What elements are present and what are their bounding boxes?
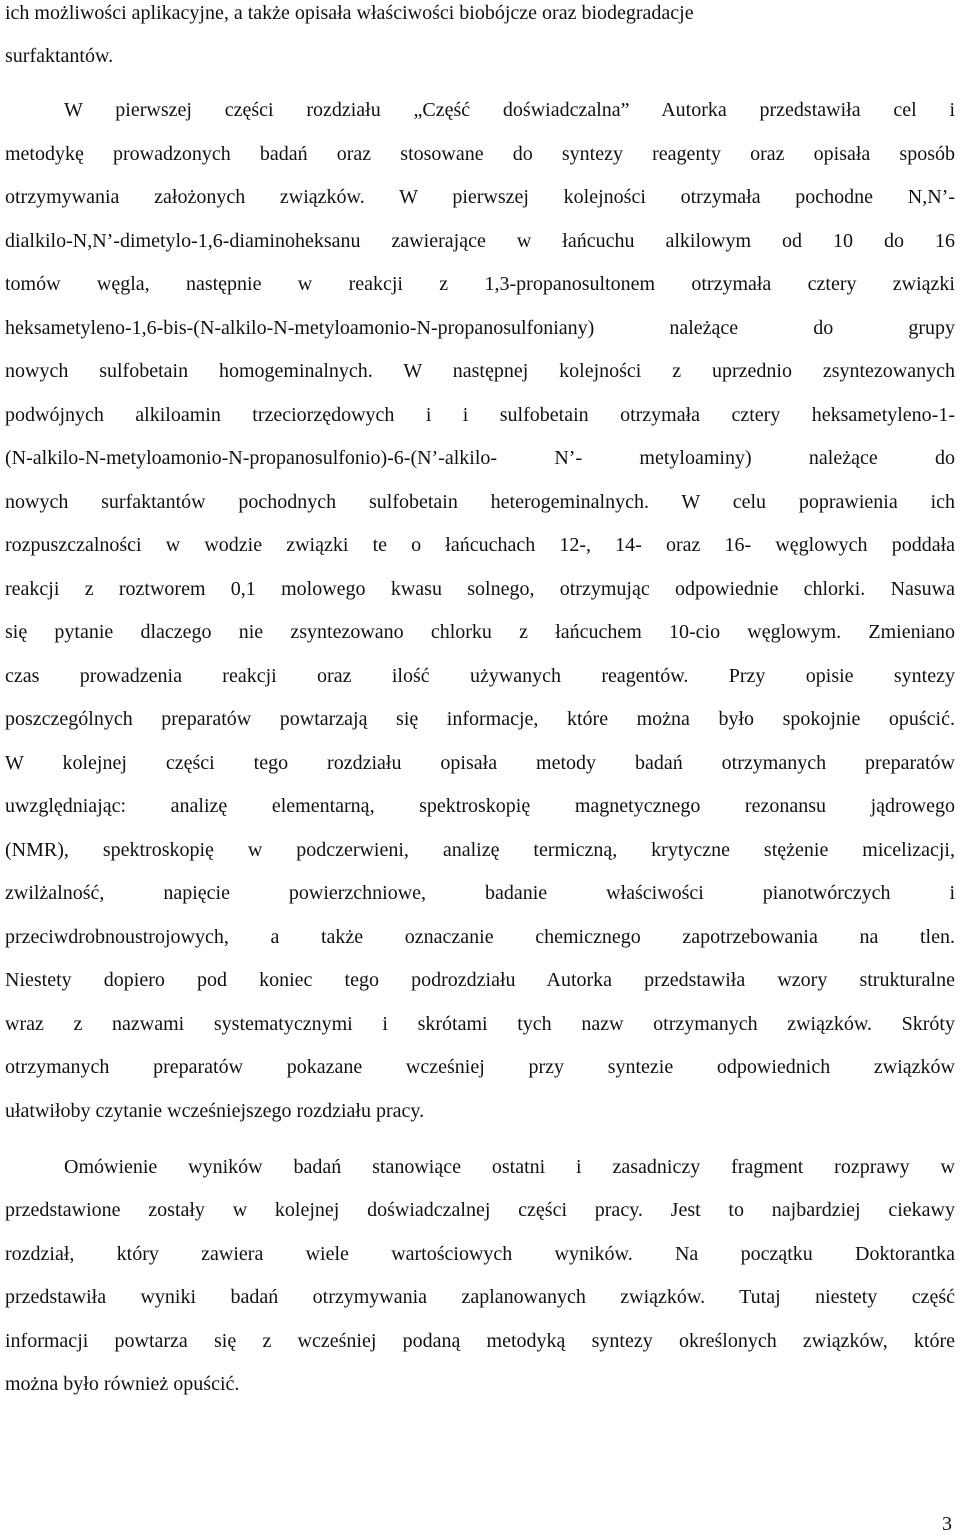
text-line: podwójnych alkiloamin trzeciorzędowych i i sulfobetain otrzymała cztery heksametyleno-1- (5, 404, 955, 426)
text-line: tomów węgla, następnie w reakcji z 1,3-propanosultonem otrzymała cztery związki (5, 273, 955, 295)
text-line: Omówienie wyników badań stanowiące ostatni i zasadniczy fragment rozprawy w (64, 1156, 955, 1178)
text-line: nowych sulfobetain homogeminalnych. W następnej kolejności z uprzednio zsyntezowanych (5, 360, 955, 382)
text-line: (N-alkilo-N-metyloamonio-N-propanosulfonio)-6-(N’-alkilo- N’- metyloaminy) należące do (5, 447, 955, 469)
text-line: otrzymywania założonych związków. W pierwszej kolejności otrzymała pochodne N,N’- (5, 186, 955, 208)
text-line: reakcji z roztworem 0,1 molowego kwasu solnego, otrzymując odpowiednie chlorki. Nasuwa (5, 578, 955, 600)
text-line: W kolejnej części tego rozdziału opisała metody badań otrzymanych preparatów (5, 752, 955, 774)
text-line: rozpuszczalności w wodzie związki te o łańcuchach 12-, 14- oraz 16- węglowych poddała (5, 534, 955, 556)
page-number: 3 (942, 1513, 952, 1535)
text-line: nowych surfaktantów pochodnych sulfobetain heterogeminalnych. W celu poprawienia ich (5, 491, 955, 513)
text-line: przeciwdrobnoustrojowych, a także oznaczanie chemicznego zapotrzebowania na tlen. (5, 926, 955, 948)
text-line: informacji powtarza się z wcześniej podaną metodyką syntezy określonych związków, które (5, 1330, 955, 1352)
text-line: wraz z nazwami systematycznymi i skrótami tych nazw otrzymanych związków. Skróty (5, 1013, 955, 1035)
text-line: poszczególnych preparatów powtarzają się informacje, które można było spokojnie opuścić. (5, 708, 955, 730)
text-line: W pierwszej części rozdziału „Część doświadczalna” Autorka przedstawiła cel i (64, 99, 955, 121)
text-line: uwzględniając: analizę elementarną, spektroskopię magnetycznego rezonansu jądrowego (5, 795, 955, 817)
text-line: dialkilo-N,N’-dimetylo-1,6-diaminoheksanu zawierające w łańcuchu alkilowym od 10 do 16 (5, 230, 955, 252)
text-line: zwilżalność, napięcie powierzchniowe, badanie właściwości pianotwórczych i (5, 882, 955, 904)
text-line: się pytanie dlaczego nie zsyntezowano chlorku z łańcuchem 10-cio węglowym. Zmieniano (5, 621, 955, 643)
text-line: przedstawione zostały w kolejnej doświadczalnej części pracy. Jest to najbardziej ciekawy (5, 1199, 955, 1221)
text-line: metodykę prowadzonych badań oraz stosowane do syntezy reagenty oraz opisała sposób (5, 143, 955, 165)
text-line: heksametyleno-1,6-bis-(N-alkilo-N-metyloamonio-N-propanosulfoniany) należące do grupy (5, 317, 955, 339)
text-line: czas prowadzenia reakcji oraz ilość używanych reagentów. Przy opisie syntezy (5, 665, 955, 687)
text-line: Niestety dopiero pod koniec tego podrozdziału Autorka przedstawiła wzory strukturalne (5, 969, 955, 991)
text-line: otrzymanych preparatów pokazane wcześniej przy syntezie odpowiednich związków (5, 1056, 955, 1078)
text-line: (NMR), spektroskopię w podczerwieni, analizę termiczną, krytyczne stężenie micelizacji, (5, 839, 955, 861)
text-line: ułatwiłoby czytanie wcześniejszego rozdziału pracy. (5, 1100, 425, 1122)
text-line: rozdział, który zawiera wiele wartościowych wyników. Na początku Doktorantka (5, 1243, 955, 1265)
text-line: można było również opuścić. (5, 1373, 240, 1395)
text-line: surfaktantów. (5, 45, 114, 67)
text-line: ich możliwości aplikacyjne, a także opisała właściwości biobójcze oraz biodegradacje (5, 2, 694, 24)
text-line: przedstawiła wyniki badań otrzymywania zaplanowanych związków. Tutaj niestety część (5, 1286, 955, 1308)
